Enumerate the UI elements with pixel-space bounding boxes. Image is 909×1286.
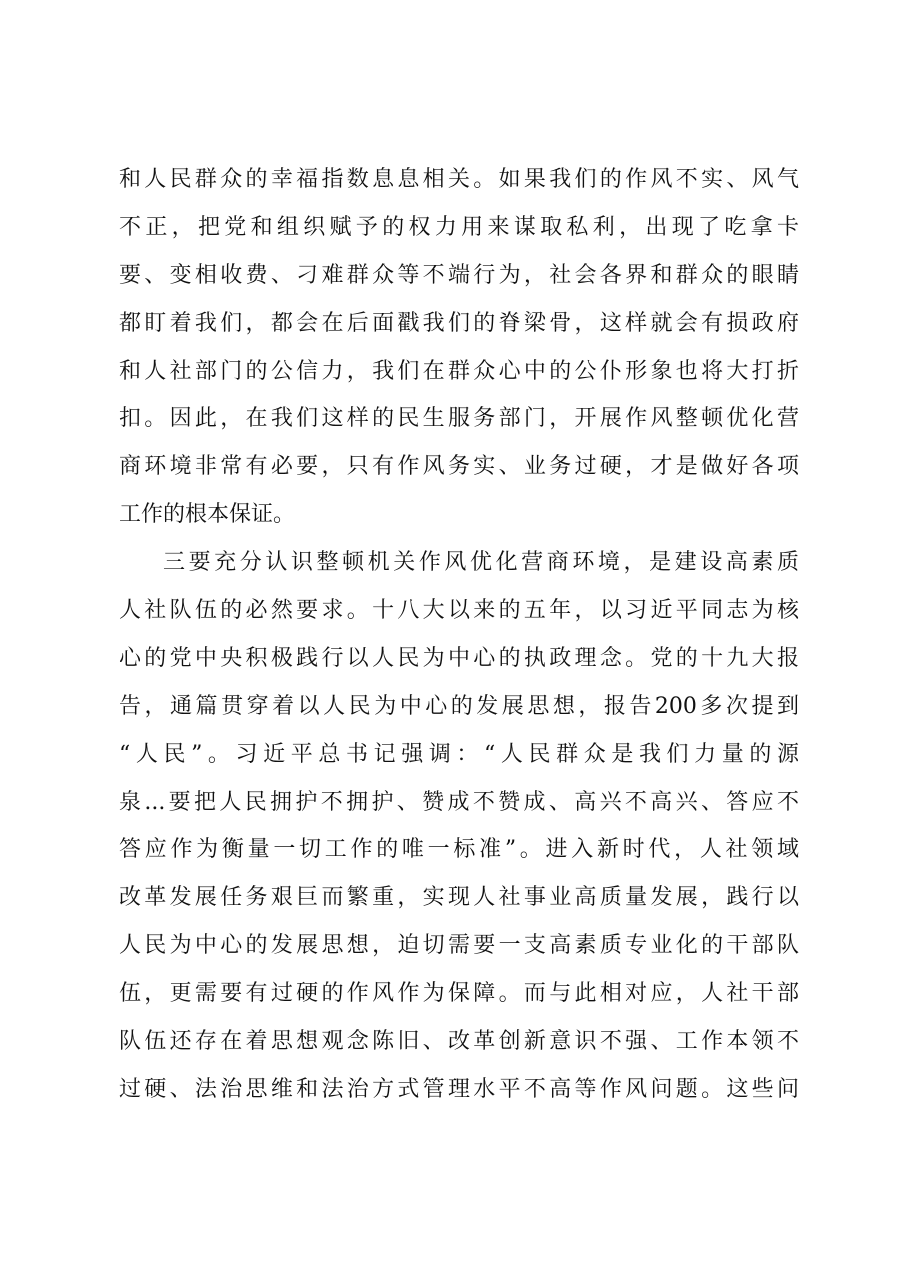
text-line: 和人社部门的公信力，我们在群众心中的公仆形象也将大打折 xyxy=(119,358,799,384)
text-line: 扣。因此，在我们这样的民生服务部门，开展作风整顿优化营 xyxy=(119,406,799,432)
text-line: 不正，把党和组织赋予的权力用来谋取私利，出现了吃拿卡 xyxy=(119,214,799,240)
text-line: 过硬、法治思维和法治方式管理水平不高等作风问题。这些问 xyxy=(119,1076,799,1102)
text-line: 人民为中心的发展思想，迫切需要一支高素质专业化的干部队 xyxy=(119,933,799,959)
text-line: 要、变相收费、刁难群众等不端行为，社会各界和群众的眼睛 xyxy=(119,262,799,288)
text-line: 人社队伍的必然要求。十八大以来的五年，以习近平同志为核 xyxy=(119,598,799,624)
text-line: 泉...要把人民拥护不拥护、赞成不赞成、高兴不高兴、答应不 xyxy=(119,789,799,815)
text-line: 伍，更需要有过硬的作风作为保障。而与此相对应，人社干部 xyxy=(119,981,799,1007)
text-line: 心的党中央积极践行以人民为中心的执政理念。党的十九大报 xyxy=(119,645,799,671)
text-line: 答应作为衡量一切工作的唯一标准”。进入新时代，人社领域 xyxy=(119,837,799,863)
body-text xyxy=(119,156,799,1114)
text-line: 队伍还存在着思想观念陈旧、改革创新意识不强、工作本领不 xyxy=(119,1029,799,1055)
text-line: 改革发展任务艰巨而繁重，实现人社事业高质量发展，践行以 xyxy=(119,885,799,911)
text-line: 工作的根本保证。 xyxy=(119,502,296,528)
text-line: “人民”。习近平总书记强调：“人民群众是我们力量的源 xyxy=(119,741,799,767)
text-line: 和人民群众的幸福指数息息相关。如果我们的作风不实、风气 xyxy=(119,167,799,192)
paragraph-first-line: 三要充分认识整顿机关作风优化营商环境，是建设高素质 xyxy=(163,550,799,576)
text-line: 都盯着我们，都会在后面戳我们的脊梁骨，这样就会有损政府 xyxy=(119,310,799,336)
text-line: 告，通篇贯穿着以人民为中心的发展思想，报告200多次提到 xyxy=(119,693,799,719)
text-line: 商环境非常有必要，只有作风务实、业务过硬，才是做好各项 xyxy=(119,454,799,480)
